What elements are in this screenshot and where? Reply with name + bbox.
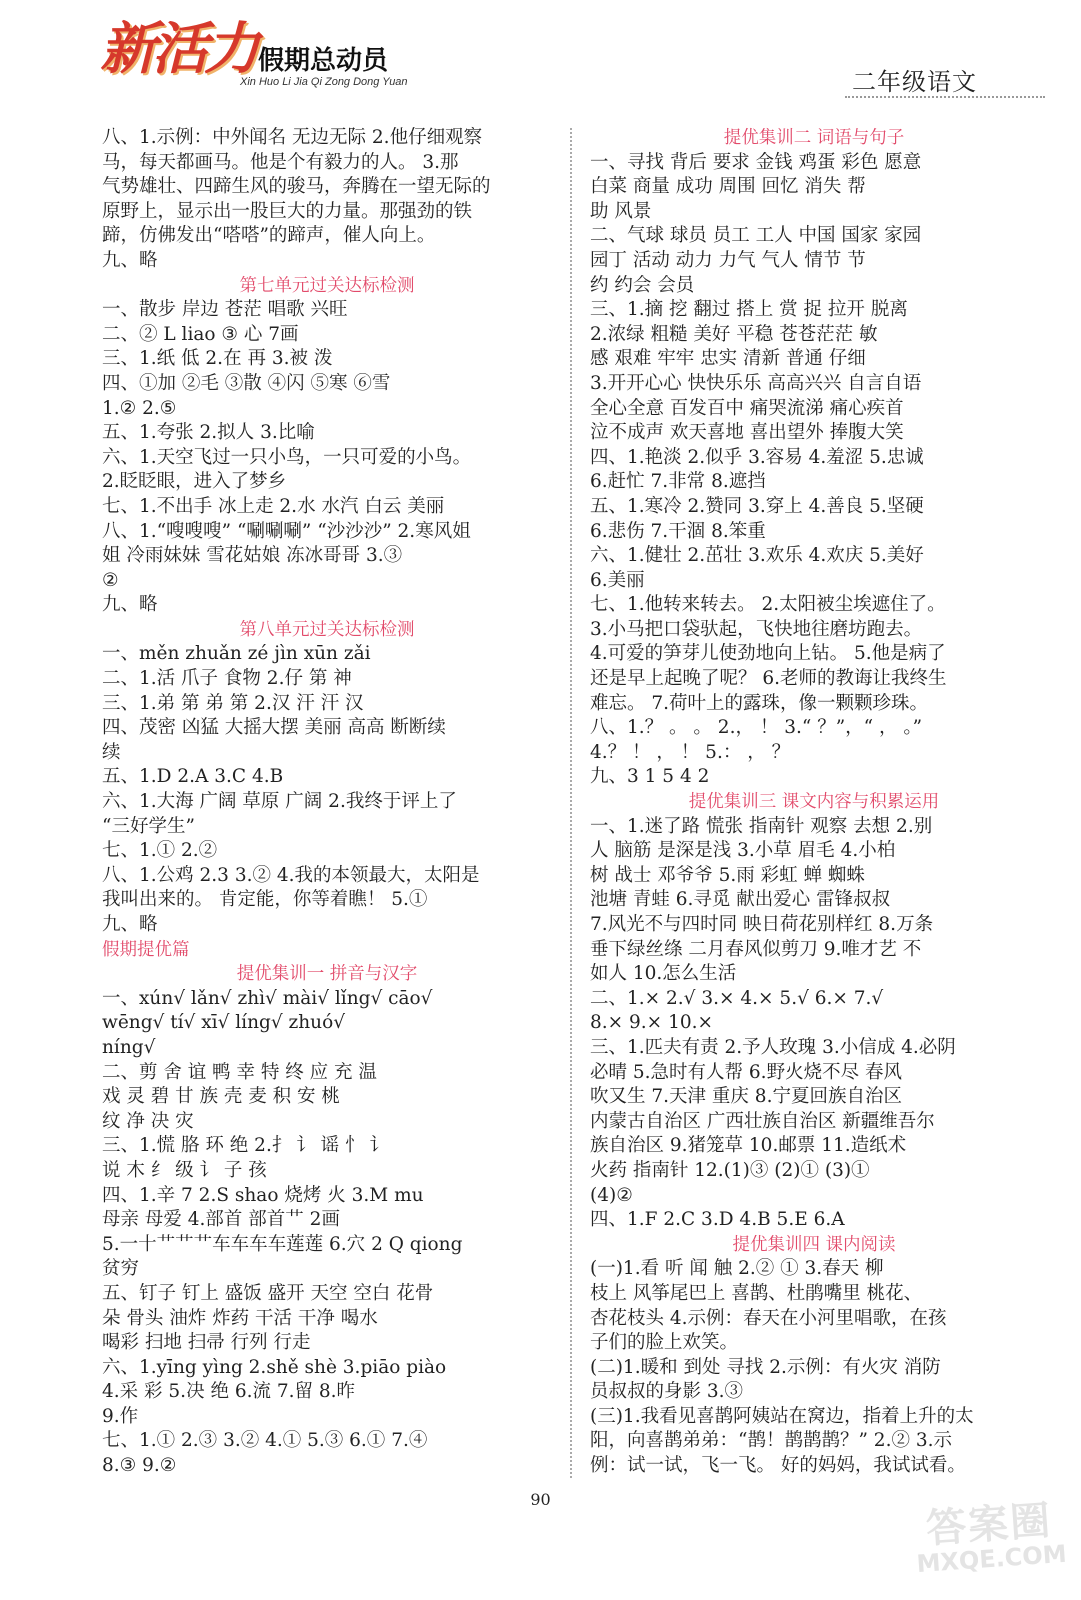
answer-line: (一)1.看 听 闻 触 2.② ① 3.春天 柳 <box>590 1258 884 1280</box>
answer-line: 助 风景 <box>590 200 652 222</box>
answer-line: 全心全意 百发百中 痛哭流涕 痛心疾首 <box>590 397 904 419</box>
answer-line: 马，每天都画马。他是个有毅力的人。 3.那 <box>102 151 459 173</box>
answer-line: 七、1.他转来转去。 2.太阳被尘埃遮住了。 <box>590 594 946 616</box>
answer-line: 我叫出来的。 肯定能，你等着瞧！ 5.① <box>102 889 428 911</box>
answer-line: 如人 10.怎么生活 <box>590 963 737 985</box>
answer-line: 4.采 彩 5.决 绝 6.流 7.留 8.昨 <box>102 1381 356 1403</box>
answer-line: 杏花枝头 4.示例：春天在小河里唱歌，在孩 <box>590 1307 947 1329</box>
answer-line: 姐 冷雨妹妹 雪花姑娘 冻冰哥哥 3.③ <box>102 545 403 567</box>
answer-line: 二、② L liao ③ 心 7画 <box>102 323 299 345</box>
left-column <box>102 126 552 1479</box>
answer-line: 戏 灵 碧 甘 族 壳 麦 积 安 桃 <box>102 1086 340 1108</box>
answer-line: 垂下绿丝绦 二月春风似剪刀 9.唯才艺 不 <box>590 938 922 960</box>
answer-line: 贫穷 <box>102 1258 140 1280</box>
part-heading: 假期提优篇 <box>102 939 190 960</box>
answer-line: 8.× 9.× 10.× <box>590 1012 713 1034</box>
answer-line: 三、1.匹夫有责 2.予人玫瑰 3.小信成 4.必阴 <box>590 1036 956 1058</box>
answer-line: 一、xún√ lǎn√ zhì√ mài√ lǐng√ cāo√ <box>102 987 433 1009</box>
answer-line: 四、①加 ②毛 ③散 ④闪 ⑤寒 ⑥雪 <box>102 372 391 394</box>
answer-line: 3.小马把口袋驮起，飞快地往磨坊跑去。 <box>590 618 923 640</box>
column-divider <box>570 128 572 1478</box>
answer-line: 六、1.天空飞过一只小鸟，一只可爱的小鸟。 <box>102 446 472 468</box>
answer-line: (二)1.暖和 到处 寻找 2.示例：有火灾 消防 <box>590 1356 941 1378</box>
answer-line: 必晴 5.急时有人帮 6.野火烧不尽 春风 <box>590 1061 902 1083</box>
answer-line: 三、1.纸 低 2.在 再 3.被 泼 <box>102 348 333 370</box>
answer-line: 八、1.？ 。 。 2.， ！ 3.“ ？”，“ ， 。” <box>590 717 923 739</box>
answer-line: 九、略 <box>102 249 158 271</box>
answer-line: 感 艰难 牢牢 忠实 清新 普通 仔细 <box>590 348 866 370</box>
answer-line: 纹 净 决 灾 <box>102 1110 194 1132</box>
answer-line: 七、1.不出手 冰上走 2.水 水汽 白云 美丽 <box>102 495 445 517</box>
page-header <box>0 0 1081 110</box>
answer-line: 2.浓绿 粗糙 美好 平稳 苍苍茫茫 敏 <box>590 323 878 345</box>
watermark <box>913 1497 1068 1579</box>
section-heading: 提优集训一 拼音与汉字 <box>236 964 418 985</box>
answer-line: 九、略 <box>102 914 158 935</box>
answer-line: 二、气球 球员 员工 工人 中国 国家 家园 <box>590 225 922 247</box>
answer-line: 四、茂密 凶猛 大摇大摆 美丽 高高 断断续 <box>102 717 446 739</box>
answer-line: 难忘。 7.荷叶上的露珠，像一颗颗珍珠。 <box>590 692 929 714</box>
answer-line: 火药 指南针 12.(1)③ (2)① (3)① <box>590 1159 870 1181</box>
answer-line: 例：试一试，飞一飞。 好的妈妈，我试试看。 <box>590 1455 966 1477</box>
page-number: 90 <box>530 1490 551 1509</box>
answer-line: 6.赶忙 7.非常 8.遮挡 <box>590 471 766 493</box>
answer-line: 说 木 纟 级 讠 子 孩 <box>102 1159 267 1181</box>
answer-line: 气势雄壮、四蹄生风的骏马，奔腾在一望无际的 <box>102 176 491 198</box>
answer-line: 喝彩 扫地 扫帚 行列 行走 <box>102 1332 311 1354</box>
answer-line: 二、1.× 2.√ 3.× 4.× 5.√ 6.× 7.√ <box>590 987 884 1009</box>
answer-line: 五、1.D 2.A 3.C 4.B <box>102 766 284 788</box>
header-rule <box>845 96 1045 98</box>
answer-line: 四、1.F 2.C 3.D 4.B 5.E 6.A <box>590 1209 845 1231</box>
answer-line: 9.作 <box>102 1405 139 1427</box>
watermark-text: 答案圈 <box>924 1497 1054 1553</box>
watermark-url: MXQE.COM <box>915 1539 1068 1579</box>
answer-line: 一、1.迷了路 慌张 指南针 观察 去想 2.别 <box>590 815 933 837</box>
answer-line: 还是早上起晚了呢？ 6.老师的教诲让我终生 <box>590 668 947 690</box>
answer-line: 4.？ ！ ， ！ 5.： ， ？ <box>590 741 791 763</box>
answer-line: níng√ <box>102 1036 156 1058</box>
answer-line: 八、1.示例：中外闻名 无边无际 2.他仔细观察 <box>102 127 483 148</box>
answer-line: 八、1.“嗖嗖嗖” “唰唰唰” “沙沙沙” 2.寒风姐 <box>102 520 471 542</box>
answer-line: 泣不成声 欢天喜地 喜出望外 捧腹大笑 <box>590 422 904 444</box>
answer-line: 一、散步 岸边 苍茫 唱歌 兴旺 <box>102 299 348 321</box>
answer-line: 续 <box>102 741 121 763</box>
answer-line: 8.③ 9.② <box>102 1455 177 1477</box>
answer-line: 原野上，显示出一股巨大的力量。那强劲的铁 <box>102 200 473 222</box>
answer-line: 七、1.① 2.② <box>102 840 218 862</box>
answer-line: 池塘 青蛙 6.寻觅 献出爱心 雷锋叔叔 <box>590 889 891 911</box>
answer-line: 四、1.艳淡 2.似乎 3.容易 4.羞涩 5.忠诚 <box>590 446 924 468</box>
answer-line: 九、略 <box>102 594 158 616</box>
answer-line: “三好学生” <box>102 815 195 837</box>
answer-line: 四、1.辛 7 2.S shao 烧烤 火 3.M mu <box>102 1184 424 1206</box>
answer-line: 1.② 2.⑤ <box>102 397 177 419</box>
answer-line: 三、1.慌 胳 环 绝 2.扌 讠 谣 忄 讠 <box>102 1135 388 1157</box>
answer-line: (三)1.我看见喜鹊阿姨站在窝边，指着上升的太 <box>590 1405 974 1427</box>
answer-line: 约 约会 会员 <box>590 274 695 296</box>
answer-line: 一、měn zhuǎn zé jìn xūn zǎi <box>102 643 371 665</box>
section-heading: 提优集训二 词语与句子 <box>723 128 905 148</box>
answer-line: 朵 骨头 油炸 炸药 干活 干净 喝水 <box>102 1307 378 1329</box>
section-heading: 第八单元过关达标检测 <box>239 619 415 640</box>
answer-line: 6.悲伤 7.干涸 8.笨重 <box>590 520 766 542</box>
answer-line: 4.可爱的笋芽儿使劲地向上钻。 5.他是病了 <box>590 643 946 665</box>
answer-line: 人 脑筋 是深是浅 3.小草 眉毛 4.小柏 <box>590 840 896 862</box>
answer-line: 6.美丽 <box>590 569 645 591</box>
answer-line: 2.眨眨眼，进入了梦乡 <box>102 471 287 493</box>
answer-line: 一、寻找 背后 要求 金钱 鸡蛋 彩色 愿意 <box>590 151 922 173</box>
answer-line: 六、1.yīng yìng 2.shě shè 3.piāo piào <box>102 1356 447 1378</box>
answer-line: 二、1.活 爪子 食物 2.仔 第 神 <box>102 668 352 690</box>
answer-line: 员叔叔的身影 3.③ <box>590 1381 744 1403</box>
answer-line: (4)② <box>590 1184 633 1206</box>
answer-line: 三、1.摘 挖 翻过 搭上 赏 捉 拉开 脱离 <box>590 299 908 321</box>
answer-line: 五、1.寒冷 2.赞同 3.穿上 4.善良 5.坚硬 <box>590 495 924 517</box>
answer-line: 阳，向喜鹊弟弟：“鹊！鹊鹊鹊？” 2.② 3.示 <box>590 1430 952 1452</box>
answer-line: 5.一十艹艹艹车车车车莲莲 6.穴 2 Q qiong <box>102 1233 463 1255</box>
answer-line: 吹又生 7.天津 重庆 8.宁夏回族自治区 <box>590 1086 902 1108</box>
answer-line: 内蒙古自治区 广西壮族自治区 新疆维吾尔 <box>590 1110 935 1132</box>
section-heading: 提优集训三 课文内容与积累运用 <box>688 792 940 813</box>
logo-subtitle: 假期总动员 <box>258 46 389 76</box>
answer-line: 子们的脸上欢笑。 <box>590 1332 739 1354</box>
answer-line: 7.风光不与四时同 映日荷花别样红 8.万条 <box>590 914 934 935</box>
answer-line: 白菜 商量 成功 周围 回忆 消失 帮 <box>590 176 866 198</box>
answer-line: 二、剪 舍 谊 鸭 幸 特 终 应 充 温 <box>102 1061 377 1083</box>
answer-line: 3.开开心心 快快乐乐 高高兴兴 自言自语 <box>590 372 922 394</box>
right-column <box>590 126 1038 1479</box>
answer-line: 三、1.弟 第 弟 第 2.汉 汗 汗 汉 <box>102 692 364 714</box>
logo-pinyin: Xin Huo Li Jia Qi Zong Dong Yuan <box>240 76 408 88</box>
answer-line: 五、1.夸张 2.拟人 3.比喻 <box>102 422 315 444</box>
answer-line: 蹄，仿佛发出“嗒嗒”的蹄声，催人向上。 <box>102 225 436 247</box>
section-heading: 提优集训四 课内阅读 <box>732 1234 896 1255</box>
answer-line: 六、1.大海 广阔 草原 广阔 2.我终于评上了 <box>102 791 457 813</box>
answer-line: 树 战士 邓爷爷 5.雨 彩虹 蝉 蜘蛛 <box>590 864 865 886</box>
section-heading: 第七单元过关达标检测 <box>239 275 415 296</box>
answer-line: 五、钉子 钉上 盛饭 盛开 天空 空白 花骨 <box>102 1282 434 1304</box>
series-logo <box>100 17 408 88</box>
answer-line: 九、3 1 5 4 2 <box>590 766 710 788</box>
answer-line: 枝上 风筝尾巴上 喜鹊、杜鹃嘴里 桃花、 <box>590 1282 923 1304</box>
answer-line: 母亲 母爱 4.部首 部首艹 2画 <box>102 1209 340 1231</box>
answer-line: 族自治区 9.猪笼草 10.邮票 11.造纸术 <box>590 1135 907 1157</box>
answer-line: 园丁 活动 动力 力气 气人 情节 节 <box>590 249 866 271</box>
answer-line: ② <box>102 569 119 591</box>
answer-line: wēng√ tí√ xī√ líng√ zhuó√ <box>102 1012 346 1034</box>
answer-line: 七、1.① 2.③ 3.② 4.① 5.③ 6.① 7.④ <box>102 1430 428 1452</box>
answer-line: 六、1.健壮 2.茁壮 3.欢乐 4.欢庆 5.美好 <box>590 545 924 567</box>
answer-line: 八、1.公鸡 2.3 3.② 4.我的本领最大，太阳是 <box>102 864 480 886</box>
logo-title: 新活力 <box>100 17 256 82</box>
subject-label: 二年级语文 <box>852 68 977 96</box>
